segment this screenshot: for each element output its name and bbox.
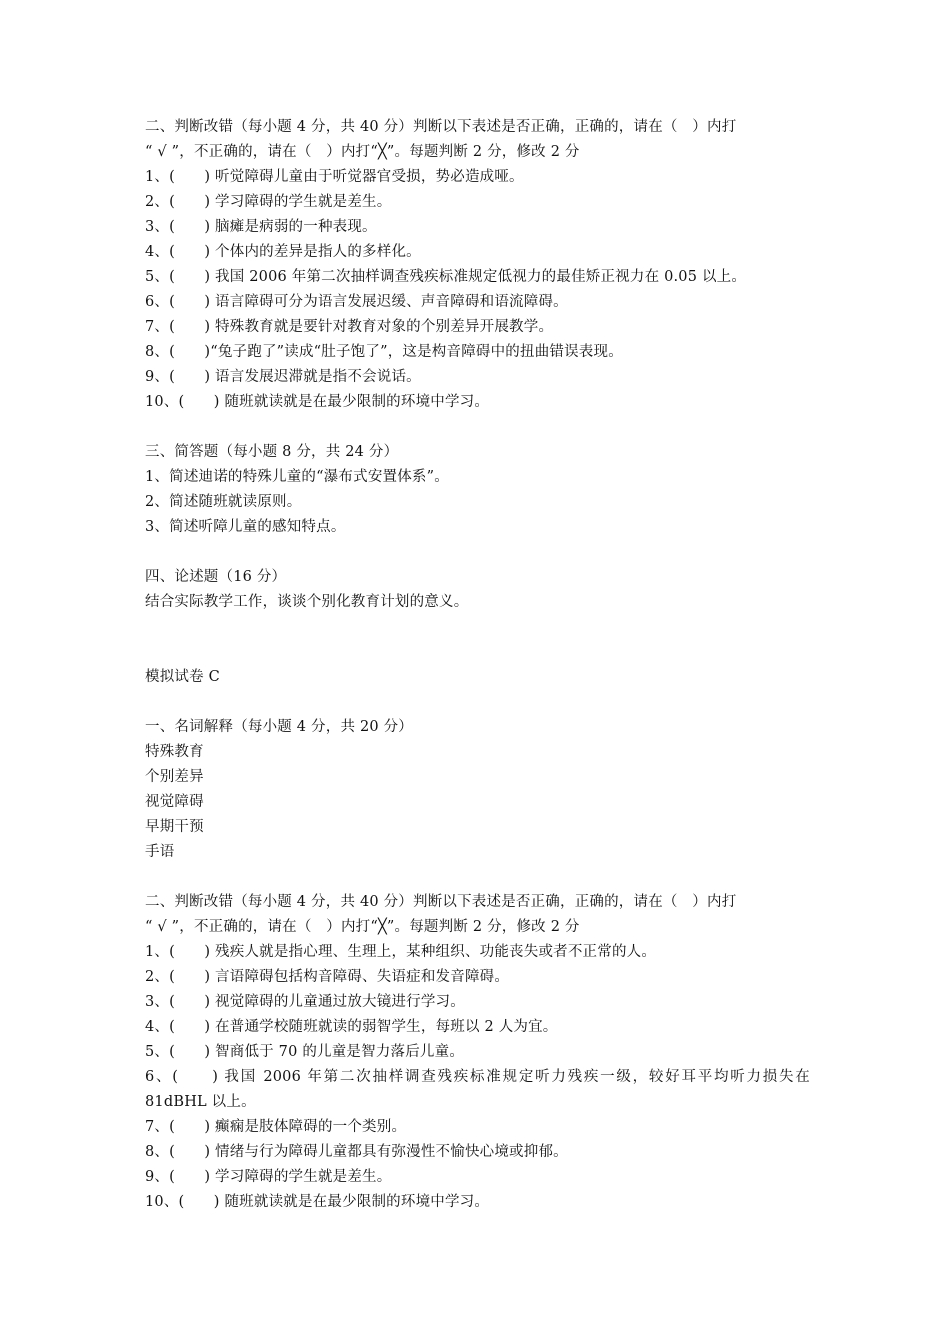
question-item: 4、( ) 个体内的差异是指人的多样化。 bbox=[145, 244, 421, 260]
essay-prompt: 结合实际教学工作，谈谈个别化教育计划的意义。 bbox=[145, 594, 469, 610]
question-item: 9、( ) 学习障碍的学生就是差生。 bbox=[145, 1169, 392, 1185]
question-item: 7、( ) 癫痫是肢体障碍的一个类别。 bbox=[145, 1119, 407, 1135]
question-item: 8、( ) 情绪与行为障碍儿童都具有弥漫性不愉快心境或抑郁。 bbox=[145, 1144, 568, 1160]
part2-heading-line1: 二、判断改错（每小题 4 分，共 40 分）判断以下表述是否正确，正确的，请在（ ）内打 bbox=[145, 894, 737, 910]
question-item: 2、( ) 言语障碍包括构音障碍、失语症和发音障碍。 bbox=[145, 969, 510, 985]
spacer bbox=[145, 615, 810, 665]
question-item: 4、( ) 在普通学校随班就读的弱智学生，每班以 2 人为宜。 bbox=[145, 1019, 558, 1035]
question-item: 1、( ) 听觉障碍儿童由于听觉器官受损，势必造成哑。 bbox=[145, 169, 524, 185]
question-item: 8、( )“兔子跑了”读成“肚子饱了”，这是构音障碍中的扭曲错误表现。 bbox=[145, 344, 623, 360]
question-item: 1、( ) 残疾人就是指心理、生理上，某种组织、功能丧失或者不正常的人。 bbox=[145, 944, 657, 960]
question-item: 10、( ) 随班就读就是在最少限制的环境中学习。 bbox=[145, 1194, 490, 1210]
question-item: 6、( ) 我国 2006 年第二次抽样调查残疾标准规定听力残疾一级，较好耳平均听力损失在 81dBHL 以上。 bbox=[145, 1069, 810, 1110]
question-item: 3、( ) 视觉障碍的儿童通过放大镜进行学习。 bbox=[145, 994, 465, 1010]
question-item: 5、( ) 智商低于 70 的儿童是智力落后儿童。 bbox=[145, 1044, 465, 1060]
short-answer-item: 2、简述随班就读原则。 bbox=[145, 494, 302, 510]
part3-heading: 三、简答题（每小题 8 分，共 24 分） bbox=[145, 444, 399, 460]
spacer bbox=[145, 540, 810, 565]
question-item: 6、( ) 语言障碍可分为语言发展迟缓、声音障碍和语流障碍。 bbox=[145, 294, 568, 310]
short-answer-item: 3、简述听障儿童的感知特点。 bbox=[145, 519, 346, 535]
term-item: 个别差异 bbox=[145, 769, 204, 785]
question-item: 7、( ) 特殊教育就是要针对教育对象的个别差异开展教学。 bbox=[145, 319, 554, 335]
short-answer-item: 1、简述迪诺的特殊儿童的“瀑布式安置体系”。 bbox=[145, 469, 449, 485]
part1-heading: 一、名词解释（每小题 4 分，共 20 分） bbox=[145, 719, 414, 735]
spacer bbox=[145, 690, 810, 715]
question-item: 9、( ) 语言发展迟滞就是指不会说话。 bbox=[145, 369, 421, 385]
part4-heading: 四、论述题（16 分） bbox=[145, 569, 287, 585]
spacer bbox=[145, 865, 810, 890]
spacer bbox=[145, 415, 810, 440]
term-item: 早期干预 bbox=[145, 819, 204, 835]
exam-title: 模拟试卷 C bbox=[145, 669, 220, 685]
document-page bbox=[145, 115, 810, 1215]
part2-heading-line2: “ √ ”，不正确的，请在（ ）内打“╳”。每题判断 2 分，修改 2 分 bbox=[145, 144, 580, 160]
question-item: 10、( ) 随班就读就是在最少限制的环境中学习。 bbox=[145, 394, 490, 410]
question-item: 2、( ) 学习障碍的学生就是差生。 bbox=[145, 194, 392, 210]
term-item: 手语 bbox=[145, 844, 175, 860]
part2-heading-line1: 二、判断改错（每小题 4 分，共 40 分）判断以下表述是否正确，正确的，请在（ ）内打 bbox=[145, 119, 737, 135]
part2-heading-line2: “ √ ”，不正确的，请在（ ）内打“╳”。每题判断 2 分，修改 2 分 bbox=[145, 919, 580, 935]
question-item: 5、( ) 我国 2006 年第二次抽样调查残疾标准规定低视力的最佳矫正视力在 0.05 以上。 bbox=[145, 269, 747, 285]
term-item: 视觉障碍 bbox=[145, 794, 204, 810]
term-item: 特殊教育 bbox=[145, 744, 204, 760]
question-item: 3、( ) 脑瘫是病弱的一种表现。 bbox=[145, 219, 377, 235]
